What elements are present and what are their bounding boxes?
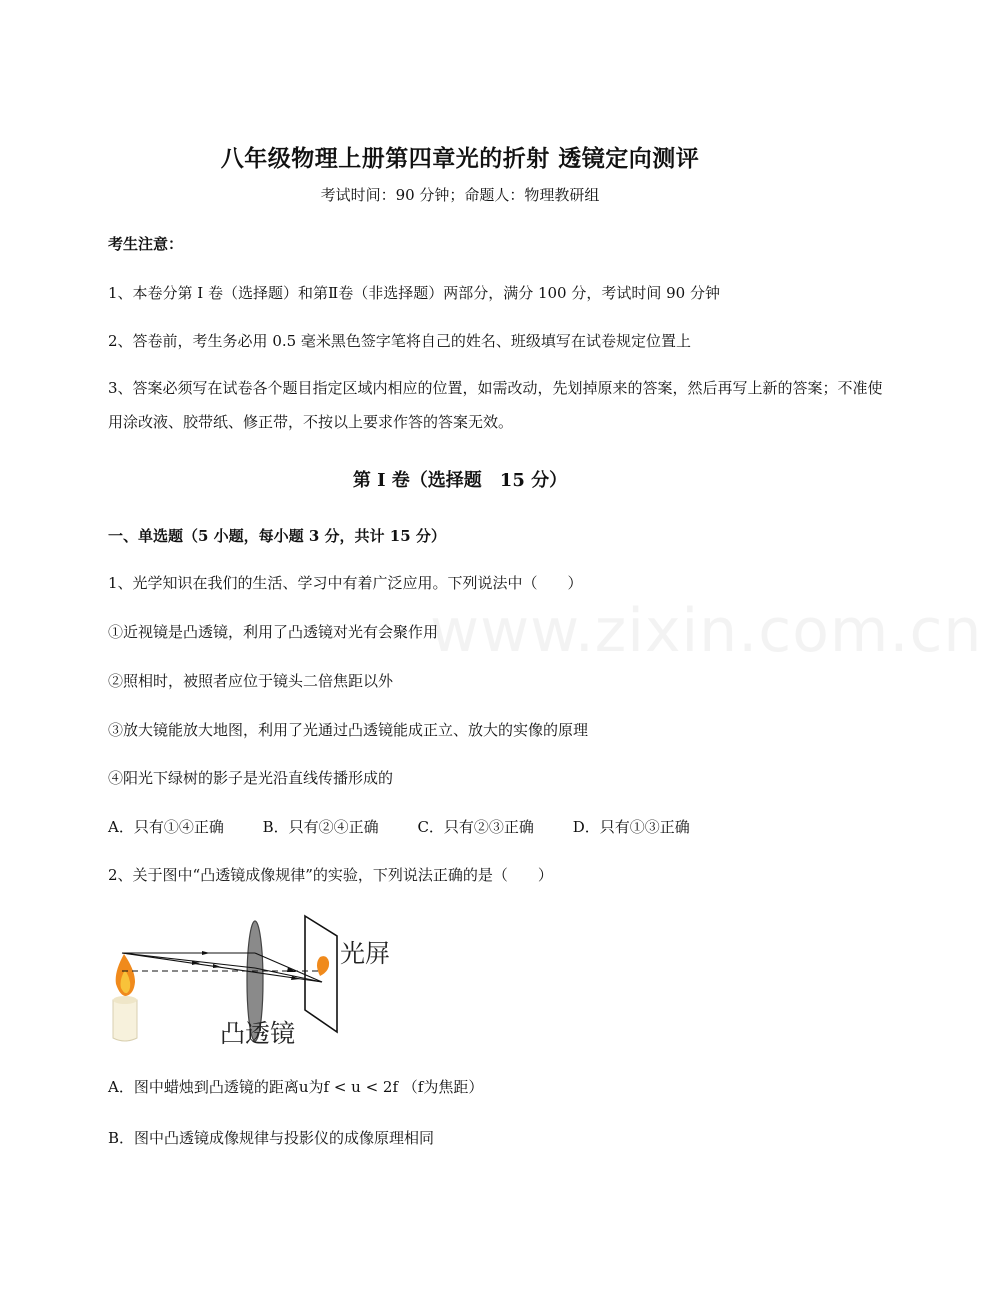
screen-label: 光屏 [340,939,391,968]
q2-option-b[interactable]: B．图中凸透镜成像规律与投影仪的成像原理相同 [108,1129,435,1147]
q1-statement-1: ①近视镜是凸透镜，利用了凸透镜对光有会聚作用 [108,623,439,641]
exam-info: 考试时间：90 分钟；命题人：物理教研组 [320,186,600,204]
notice-item-3: 3、答案必须写在试卷各个题目指定区域内相应的位置，如需改动，先划掉原来的答案，然后再写上新的答案；不准使用涂改液、胶带纸、修正带，不按以上要求作答的答案无效。 [108,379,883,431]
q1-option-a[interactable]: A．只有①④正确 [108,818,224,836]
q2-option-a[interactable]: A．图中蜡烛到凸透镜的距离u为f < u < 2f （f为焦距） [108,1078,484,1096]
q1-option-c[interactable]: C．只有②③正确 [417,818,534,836]
q1-stem: 1、光学知识在我们的生活、学习中有着广泛应用。下列说法中（ ） [108,574,583,592]
candle-icon [113,1000,137,1041]
q1-statement-3: ③放大镜能放大地图，利用了光通过凸透镜能成正立、放大的实像的原理 [108,721,589,739]
part-heading: 一、单选题（5 小题，每小题 3 分，共计 15 分） [108,527,446,545]
notice-item-2: 2、答卷前，考生务必用 0.5 毫米黑色签字笔将自己的姓名、班级填写在试卷规定位置上 [108,332,691,350]
watermark: www.zixin.com.cn [430,596,982,666]
q1-option-b[interactable]: B．只有②④正确 [262,818,379,836]
q1-options [108,816,724,837]
q1-statement-2: ②照相时，被照者应位于镜头二倍焦距以外 [108,672,394,690]
q1-option-d[interactable]: D．只有①③正确 [572,818,690,836]
q2-stem: 2、关于图中“凸透镜成像规律”的实验，下列说法正确的是（ ） [108,866,553,884]
lens-label: 凸透镜 [220,1019,296,1048]
page-title: 八年级物理上册第四章光的折射 透镜定向测评 [220,145,700,172]
q1-statement-4: ④阳光下绿树的影子是光沿直线传播形成的 [108,769,394,787]
section-title: 第 I 卷（选择题 15 分） [352,470,568,491]
lens-experiment-figure [100,910,420,1050]
notice-heading: 考生注意： [108,235,184,253]
notice-item-1: 1、本卷分第 I 卷（选择题）和第Ⅱ卷（非选择题）两部分，满分 100 分，考试时间 90 分钟 [108,284,720,302]
